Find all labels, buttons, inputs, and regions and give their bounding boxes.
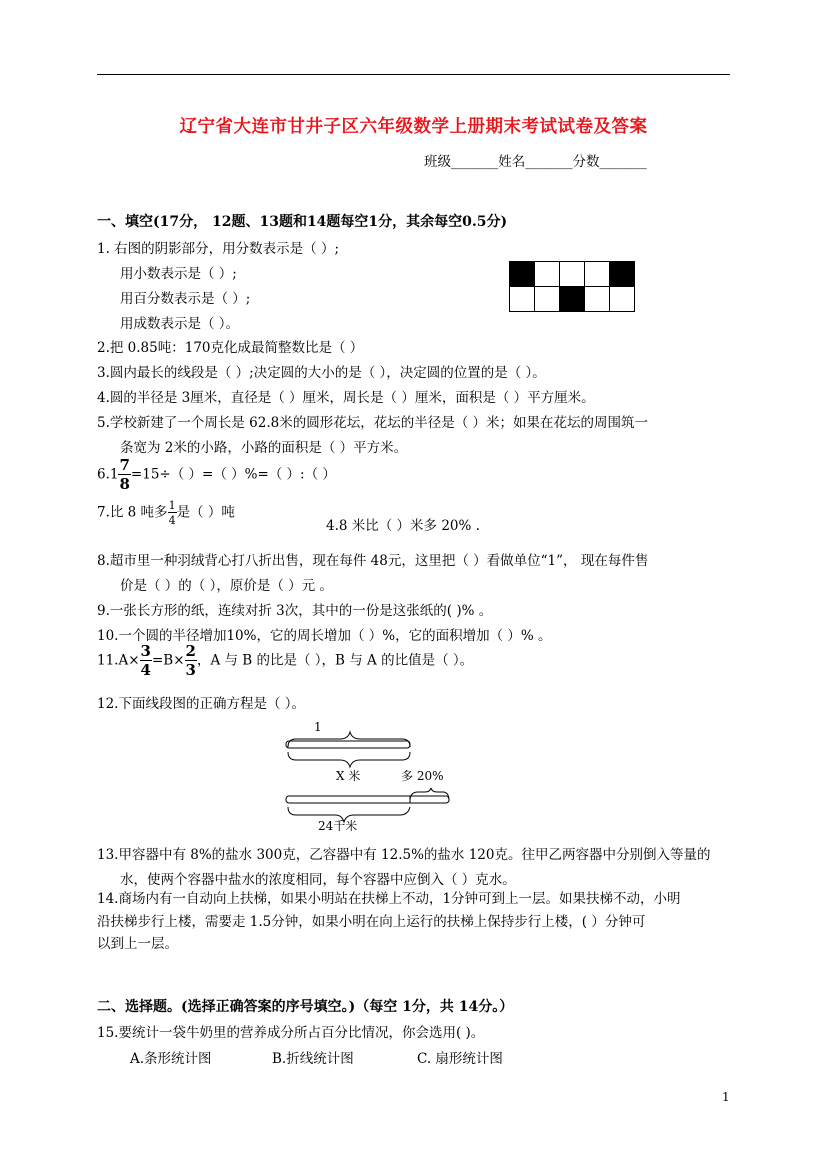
fraction-numerator: 2 [185,642,196,660]
document-title: 辽宁省大连市甘井子区六年级数学上册期末考试试卷及答案 [179,117,648,137]
question-1-decimal: 用小数表示是（ ）; [120,266,237,282]
question-7 [97,500,235,526]
question-1-fraction: 1. 右图的阴影部分，用分数表示是（ ）; [97,241,340,257]
question-14-line-1: 14.商场内有一自动向上扶梯，如果小明站在扶梯上不动，1分钟可到上一层。如果扶梯不动，小明 [97,891,681,907]
fraction-numerator: 7 [119,456,130,474]
grid-cell [560,262,585,287]
top-rule [97,74,730,75]
grid-cell-shaded [560,287,585,312]
option-a: A.条形统计图 [130,1051,212,1067]
option-b: B.折线统计图 [272,1051,354,1067]
question-13-line-2: 水，使两个容器中盐水的浓度相同，每个容器中应倒入（ ）克水。 [120,872,516,888]
question-14-line-3: 以到上一层。 [97,936,178,952]
fraction-7-8 [118,458,130,492]
question-7-prefix: 7.比 8 吨多 [97,504,168,521]
brace-top [288,732,410,747]
question-8-line-2: 价是（ ）的（ ），原价是（ ）元 。 [120,578,333,594]
segment-bar-one [286,741,410,748]
fraction-3-4 [140,644,152,678]
question-1-percent: 用百分数表示是（ ）; [120,291,251,307]
question-1-tenths: 用成数表示是（ ）。 [120,316,240,332]
grid-cell-shaded [610,262,635,287]
question-3: 3.圆内最长的线段是（ ）;决定圆的大小的是（ ），决定圆的位置的是（ ）。 [97,365,546,381]
grid-cell [510,287,535,312]
question-11 [97,644,473,678]
diagram-label-more: 多 20% [401,769,444,783]
fraction-denominator: 4 [168,514,176,527]
grid-cell [610,287,635,312]
question-9: 9.一张长方形的纸，连续对折 3次，其中的一份是这张纸的( )% 。 [97,603,493,619]
brace-extra [410,788,449,801]
grid-cell [585,287,610,312]
question-11-rest: ，A 与 B 的比是（ ），B 与 A 的比值是（ ）。 [196,652,474,669]
question-12: 12.下面线段图的正确方程是（ ）。 [97,696,306,712]
question-2: 2.把 0.85吨：170克化成最简整数比是（ ） [97,340,364,356]
grid-cell [535,262,560,287]
question-15: 15.要统计一袋牛奶里的营养成分所占百分比情况，你会选用( )。 [97,1025,485,1041]
question-4: 4.圆的半径是 3厘米，直径是（ ）厘米，周长是（ ）厘米，面积是（ ）平方厘米。 [97,390,595,406]
fraction-1-4 [168,500,177,526]
brace-x [288,752,410,767]
question-6-rest: =15÷（ ）=（ ）%=（ ）:（ ） [130,466,336,483]
fraction-numerator: 1 [168,499,176,512]
grid-cell-shaded [510,262,535,287]
line-segment-diagram [280,714,460,838]
question-10: 10.一个圆的半径增加10%，它的周长增加（ ）%，它的面积增加（ ）% 。 [97,628,552,644]
fraction-denominator: 4 [140,661,151,679]
diagram-label-x: X 米 [336,769,361,783]
diagram-label-one: 1 [314,720,322,734]
question-11-middle: =B× [151,652,185,669]
diagram-label-total: 24千米 [318,819,358,833]
fraction-denominator: 3 [185,661,196,679]
section-2-heading: 二、选择题。(选择正确答案的序号填空。)（每空 1分，共 14分。） [97,999,514,1015]
question-7-second-part: 4.8 米比（ ）米多 20% . [326,518,480,534]
option-c: C. 扇形统计图 [417,1051,503,1067]
question-8-line-1: 8.超市里一种羽绒背心打八折出售，现在每件 48元，这里把（ ）看做单位“1”， 现在每件售 [97,553,649,569]
shaded-grid-figure [509,261,635,312]
question-5-line-2: 条宽为 2米的小路，小路的面积是（ ）平方米。 [120,440,408,456]
question-6-prefix: 6.1 [97,466,119,483]
segment-bar-total [286,796,449,803]
student-info-fields: 班级_______姓名_______分数_______ [424,154,647,170]
question-6 [97,458,336,492]
fraction-2-3 [185,644,197,678]
question-14-line-2: 沿扶梯步行上楼，需要走 1.5分钟，如果小明在向上运行的扶梯上保持步行上楼，( ）分钟可 [97,914,646,930]
fraction-numerator: 3 [140,642,151,660]
question-7-middle: 是（ ）吨 [176,504,235,521]
question-13-line-1: 13.甲容器中有 8%的盐水 300克，乙容器中有 12.5%的盐水 120克。往甲乙两容器中分别倒入等量的 [97,847,711,863]
grid-cell [585,262,610,287]
section-1-heading: 一、填空(17分， 12题、13题和14题每空1分，其余每空0.5分) [97,214,508,230]
grid-cell [535,287,560,312]
question-11-prefix: 11.A× [97,652,140,669]
question-5-line-1: 5.学校新建了一个周长是 62.8米的圆形花坛，花坛的半径是（ ）米；如果在花坛的周围筑一 [97,415,649,431]
page-number: 1 [722,1090,730,1104]
fraction-denominator: 8 [119,475,130,493]
